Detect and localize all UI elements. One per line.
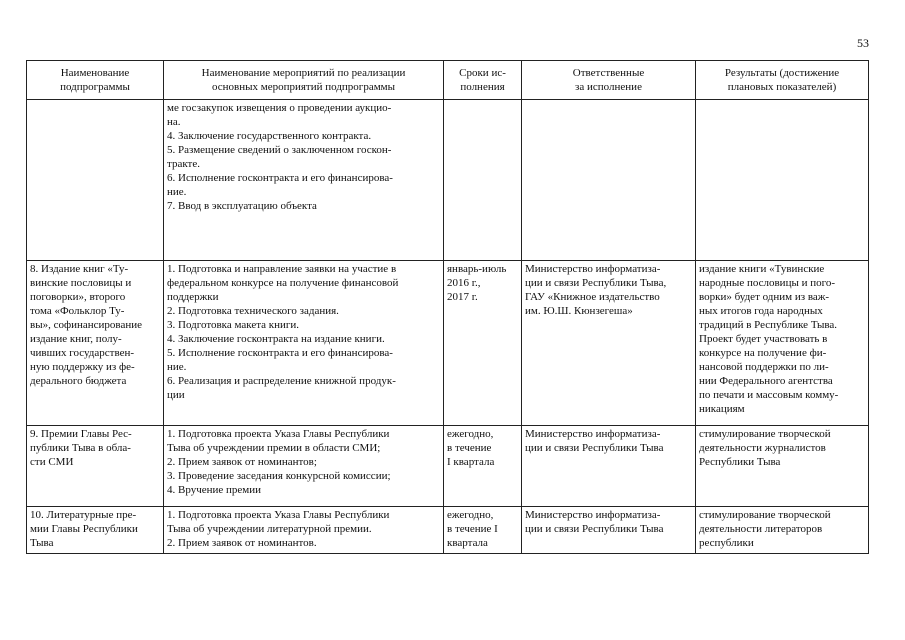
cell-line: поговорки», второго (30, 291, 126, 303)
cell-responsible (522, 507, 696, 554)
cell-line: 4. Вручение премии (167, 484, 262, 496)
cell-terms (444, 261, 522, 426)
header-line: подпрограммы (60, 81, 130, 93)
cell-line: ции и связи Республики Тыва, (525, 277, 667, 289)
cell-line: федеральном конкурсе на получение финансовой (167, 277, 399, 289)
cell-line: 6. Реализация и распределение книжной продук- (167, 375, 396, 387)
cell-line: 6. Исполнение госконтракта и его финансирова- (167, 172, 393, 184)
header-line: Наименование мероприятий по реализации (201, 67, 406, 79)
cell-line: 3. Подготовка макета книги. (167, 319, 300, 331)
header-results (696, 61, 869, 100)
cell-responsible (522, 261, 696, 426)
header-line: плановых показателей) (727, 81, 837, 93)
cell-line: Тыва (30, 537, 54, 549)
cell-line: стимулирование творческой (699, 509, 831, 521)
cell-line: конкурсе на получение фи- (699, 347, 827, 359)
cell-line: деятельности литераторов (699, 523, 823, 535)
cell-line: тракте. (167, 158, 200, 170)
cell-line: Проект будет участвовать в (699, 333, 828, 345)
table-header (27, 61, 869, 100)
cell-terms (444, 426, 522, 507)
cell-line: стимулирование творческой (699, 428, 831, 440)
cell-line: ции (167, 389, 185, 401)
header-subprogram (27, 61, 164, 100)
cell-subprogram (27, 426, 164, 507)
header-line: Ответственные (572, 67, 645, 79)
cell-line: сти СМИ (30, 456, 74, 468)
header-line: основных мероприятий подпрограммы (211, 81, 396, 93)
cell-activities (164, 261, 444, 426)
header-responsible (522, 61, 696, 100)
cell-line: народные пословицы и пого- (699, 277, 836, 289)
header-terms (444, 61, 522, 100)
cell-line: 1. Подготовка проекта Указа Главы Республики (167, 509, 390, 521)
cell-subprogram (27, 100, 164, 261)
cell-terms (444, 100, 522, 261)
cell-line: 5. Размещение сведений о заключенном госкон- (167, 144, 392, 156)
cell-line: Тыва об учреждении литературной премии. (167, 523, 372, 535)
cell-responsible (522, 426, 696, 507)
cell-line: ежегодно, (447, 428, 494, 440)
cell-line: Министерство информатиза- (525, 428, 661, 440)
cell-line: 1. Подготовка и направление заявки на участие в (167, 263, 397, 275)
cell-subprogram (27, 507, 164, 554)
cell-line: 2. Прием заявок от номинантов. (167, 537, 317, 549)
header-line: полнения (460, 81, 505, 93)
cell-line: 10. Литературные пре- (30, 509, 137, 521)
cell-line: в течение I (447, 523, 498, 535)
activities-table (26, 60, 869, 554)
table-row (27, 426, 869, 507)
cell-line: I квартала (447, 456, 495, 468)
cell-line: квартала (447, 537, 488, 549)
cell-line: поддержки (167, 291, 219, 303)
cell-results (696, 261, 869, 426)
cell-line: 1. Подготовка проекта Указа Главы Республики (167, 428, 390, 440)
cell-line: Республики Тыва (699, 456, 781, 468)
cell-line: никациям (699, 403, 745, 415)
header-line: Сроки ис- (459, 67, 506, 79)
cell-line: тома «Фольклор Ту- (30, 305, 125, 317)
cell-line: вы», софинансирование (30, 319, 142, 331)
cell-subprogram (27, 261, 164, 426)
cell-results (696, 507, 869, 554)
cell-line: ции и связи Республики Тыва (525, 442, 664, 454)
cell-line: ме госзакупок извещения о проведении аукцио- (167, 102, 392, 114)
cell-line: республики (699, 537, 754, 549)
cell-line: традиций в Республике Тыва. (699, 319, 838, 331)
cell-line: 2017 г. (447, 291, 478, 303)
page-number: 53 (857, 36, 869, 50)
table-row (27, 100, 869, 261)
cell-line: 9. Премии Главы Рес- (30, 428, 132, 440)
cell-line: 4. Заключение государственного контракта. (167, 130, 372, 142)
cell-line: ние. (167, 186, 187, 198)
cell-results (696, 100, 869, 261)
cell-line: ную поддержку из фе- (30, 361, 135, 373)
cell-responsible (522, 100, 696, 261)
cell-activities (164, 507, 444, 554)
cell-line: ворки» будет одним из важ- (699, 291, 830, 303)
cell-line: нии Федерального агентства (699, 375, 833, 387)
cell-line: ции и связи Республики Тыва (525, 523, 664, 535)
cell-line: 8. Издание книг «Ту- (30, 263, 129, 275)
cell-line: мии Главы Республики (30, 523, 138, 535)
cell-line: Тыва об учреждении премии в области СМИ; (167, 442, 381, 454)
cell-activities (164, 426, 444, 507)
cell-line: 2. Подготовка технического задания. (167, 305, 339, 317)
cell-line: чивших государствен- (30, 347, 135, 359)
cell-line: в течение (447, 442, 492, 454)
cell-line: винские пословицы и (30, 277, 132, 289)
cell-results (696, 426, 869, 507)
cell-line: 7. Ввод в эксплуатацию объекта (167, 200, 317, 212)
header-activities (164, 61, 444, 100)
cell-line: издание книги «Тувинские (699, 263, 825, 275)
cell-line: Министерство информатиза- (525, 263, 661, 275)
cell-activities (164, 100, 444, 261)
cell-line: нансовой поддержки по ли- (699, 361, 829, 373)
cell-line: 3. Проведение заседания конкурсной комиссии; (167, 470, 391, 482)
cell-line: 2. Прием заявок от номинантов; (167, 456, 317, 468)
header-line: Наименование (60, 67, 130, 79)
table-body (27, 100, 869, 554)
cell-line: ных итогов года народных (699, 305, 823, 317)
cell-line: Министерство информатиза- (525, 509, 661, 521)
cell-line: деятельности журналистов (699, 442, 826, 454)
cell-line: издание книг, полу- (30, 333, 122, 345)
cell-line: ежегодно, (447, 509, 494, 521)
header-line: Результаты (достижение (724, 67, 840, 79)
table-row (27, 261, 869, 426)
cell-line: 2016 г., (447, 277, 481, 289)
cell-line: январь-июль (447, 263, 507, 275)
cell-line: ние. (167, 361, 187, 373)
cell-line: дерального бюджета (30, 375, 127, 387)
cell-line: по печати и массовым комму- (699, 389, 839, 401)
cell-terms (444, 507, 522, 554)
table-row (27, 507, 869, 554)
cell-line: ГАУ «Книжное издательство (525, 291, 660, 303)
cell-line: 5. Исполнение госконтракта и его финансирова- (167, 347, 393, 359)
cell-line: 4. Заключение госконтракта на издание книги. (167, 333, 385, 345)
cell-line: публики Тыва в обла- (30, 442, 131, 454)
cell-line: им. Ю.Ш. Кюнзегеша» (525, 305, 633, 317)
header-line: за исполнение (575, 81, 642, 93)
cell-line: на. (167, 116, 181, 128)
